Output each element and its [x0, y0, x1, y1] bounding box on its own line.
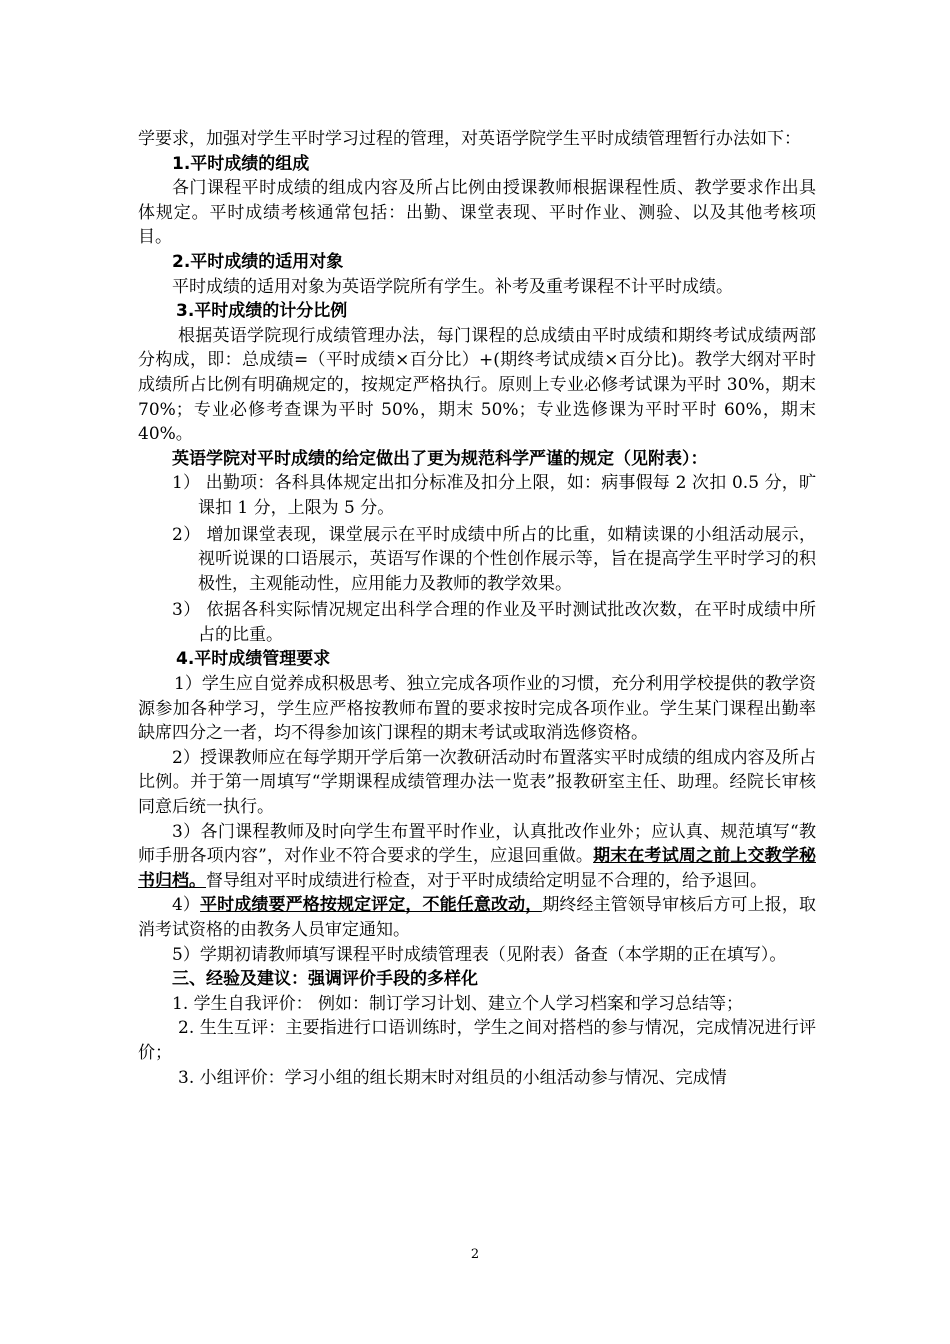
- section-4-heading: 4.平时成绩管理要求: [176, 649, 331, 670]
- evaluation-item: 2. 生生互评：主要指进行口语训练时，学生之间对搭档的参与情况，完成情况进行评价；: [138, 1018, 816, 1063]
- evaluation-item: 1. 学生自我评价： 例如：制订学习计划、建立个人学习档案和学习总结等；: [172, 993, 744, 1014]
- section-4-paragraph-4: [138, 893, 816, 942]
- section-4-paragraph-5: 5）学期初请教师填写课程平时成绩管理表（见附表）备查（本学期的正在填写）。: [172, 944, 787, 965]
- paragraph-4-underlined: 平时成绩要严格按规定评定，不能任意改动，: [200, 895, 543, 916]
- section-1-text: 各门课程平时成绩的组成内容及所占比例由授课教师根据课程性质、教学要求作出具体规定。平时成绩考核通常包括：出勤、课堂表现、平时作业、测验、以及其他考核项目。: [138, 178, 816, 248]
- paragraph-3-text-a: 3）各门课程教师及时向学生布置平时作业，认真批改作业外；应认真、规范填写“教师手册各项内容”，对作业不符合要求的学生，应退回重做。: [138, 821, 816, 867]
- section-4-paragraph-3: [138, 820, 816, 894]
- rule-item: 2） 增加课堂表现，课堂展示在平时成绩中所占的比重，如精读课的小组活动展示，视听说课的口语展示，英语写作课的个性创作展示等，旨在提高学生平时学习的积极性，主观能动性，应用能力及教师的教学效果。: [172, 524, 816, 594]
- paragraph-3-underlined: 期末在考试周之前上交教学秘书归档。: [138, 846, 816, 891]
- section-3-rule-heading: 英语学院对平时成绩的给定做出了更为规范科学严谨的规定（见附表）：: [172, 448, 708, 469]
- section-4-paragraph-2: 2）授课教师应在每学期开学后第一次教研活动时布置落实平时成绩的组成内容及所占比例。并于第一周填写“学期课程成绩管理办法一览表”报教研室主任、助理。经院长审核同意后统一执行。: [138, 747, 816, 818]
- intro-paragraph: 学要求，加强对学生平时学习过程的管理，对英语学院学生平时成绩管理暂行办法如下：: [138, 129, 801, 149]
- paragraph-3-text-b: 督导组对平时成绩进行检查，对于平时成绩给定明显不合理的，给予退回。: [206, 870, 767, 891]
- page-number: 2: [470, 1247, 480, 1262]
- section-three-heading: 三、经验及建议：强调评价手段的多样化: [172, 969, 478, 990]
- evaluation-item: 3. 小组评价：学习小组的组长期末时对组员的小组活动参与情况、完成情: [178, 1067, 727, 1088]
- section-2-text: 平时成绩的适用对象为英语学院所有学生。补考及重考课程不计平时成绩。: [172, 276, 733, 297]
- section-2-heading: 2.平时成绩的适用对象: [172, 251, 344, 272]
- section-3-text: 根据英语学院现行成绩管理办法，每门课程的总成绩由平时成绩和期终考试成绩两部分构成，即：总成绩=（平时成绩×百分比）+(期终考试成绩×百分比)。教学大纲对平时成绩所占比例有明确规定的，按规定严格执行。原则上专业必修考试课为平时 30%，期末 70%；专业必修考查课为平时 50%，期末 50%；专业选修课为平时平时 60%，期末 40%。: [138, 325, 816, 445]
- section-3-heading: 3.平时成绩的计分比例: [176, 301, 348, 322]
- paragraph-4-text-a: 4）: [172, 895, 201, 916]
- rule-item: 3） 依据各科实际情况规定出科学合理的作业及平时测试批改次数，在平时成绩中所占的比重。: [172, 600, 816, 645]
- document-body: [138, 127, 816, 1090]
- section-1-heading: 1.平时成绩的组成: [172, 153, 310, 174]
- rule-item: 1） 出勤项：各科具体规定出扣分标准及扣分上限，如：病事假每 2 次扣 0.5 分，旷课扣 1 分，上限为 5 分。: [172, 473, 816, 518]
- paragraph-4-text-b: 期终经主管领导审核后方可上报，取消考试资格的由教务人员审定通知。: [138, 895, 817, 940]
- section-4-paragraph-1: 1）学生应自觉养成积极思考、独立完成各项作业的习惯，充分利用学校提供的教学资源参加各种学习，学生应严格按教师布置的要求按时完成各项作业。学生某门课程出勤率缺席四分之一者，均不得参加该门课程的期末考试或取消选修资格。: [138, 674, 816, 744]
